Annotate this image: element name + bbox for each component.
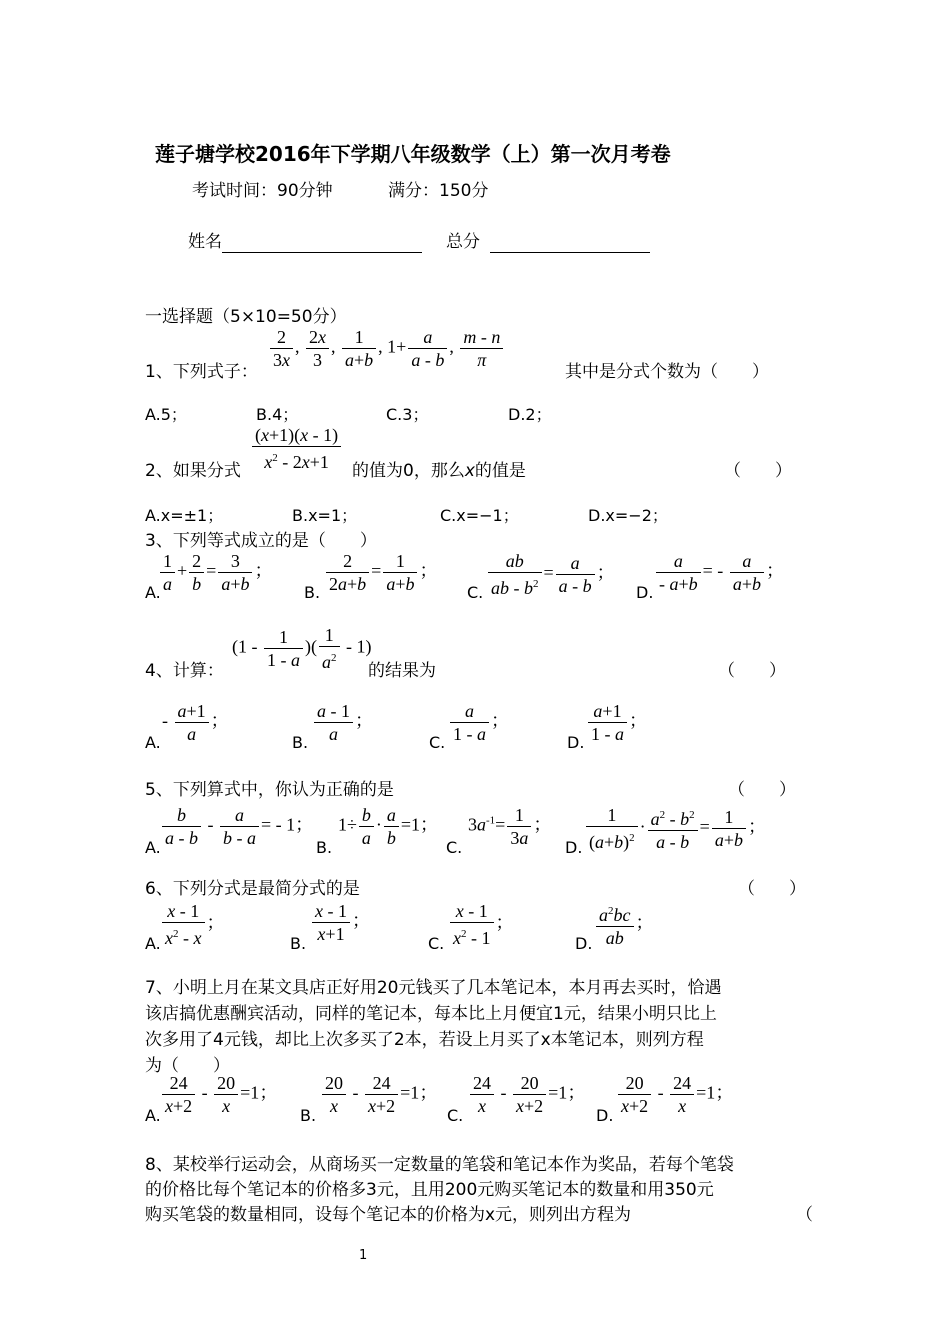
q7-option-c: $\frac{24}{x}$ - $\frac{20}{x+2}$ =1； [468,1072,585,1117]
q6-letter-a[interactable]: A. [145,934,161,953]
name-field [188,227,422,253]
q3-option-b: $\frac{2}{2a+b}$ = $\frac{1}{a+b}$ ； [324,550,437,595]
q6-answer-paren[interactable]: （ ） [738,879,806,899]
q2-option-b[interactable]: B.x=1； [292,506,358,525]
q5-letter-b[interactable]: B. [316,838,333,857]
q4-option-d: $\frac{a+1}{1 - a}$ ； [586,700,647,745]
q4-expression: (1 - $\frac{1}{1 - a}$ )( $\frac{1}{a^2}$ - 1) [232,625,372,672]
total-blank[interactable] [490,232,650,253]
q6-option-c: $\frac{x - 1}{x^2 - 1}$ ； [448,900,514,949]
q2-answer-paren[interactable]: （ ） [724,461,792,481]
q3-letter-a[interactable]: A. [145,583,161,602]
q8-line-1: 8、某校举行运动会，从商场买一定数量的笔袋和笔记本作为奖品，若每个笔袋 [145,1155,734,1175]
q7-line-2: 该店搞优惠酬宾活动，同样的笔记本，每本比上月便宜1元，结果小明只比上 [145,1004,717,1024]
q2-option-d[interactable]: D.x=−2； [588,506,668,525]
q4-letter-b[interactable]: B. [292,733,309,752]
q4-tail: 的结果为 [368,661,436,681]
q4-option-b: $\frac{a - 1}{a}$ ； [312,700,373,745]
q2-tail: 的值为0，那么x的值是 [352,461,526,481]
q4-stem: 4、计算： [145,661,224,681]
q7-line-1: 7、小明上月在某文具店正好用20元钱买了几本笔记本，本月再去买时，恰遇 [145,978,722,998]
q6-option-a: $\frac{x - 1}{x^2 - x}$ ； [160,900,225,949]
q7-option-d: $\frac{20}{x+2}$ - $\frac{24}{x}$ =1； [616,1072,733,1117]
q7-letter-a[interactable]: A. [145,1106,161,1125]
exam-title: 莲子塘学校2016年下学期八年级数学（上）第一次月考卷 [155,142,671,166]
q5-option-a: $\frac{b}{a - b}$ - $\frac{a}{b - a}$ = - 1； [160,804,313,849]
q6-letter-d[interactable]: D. [575,934,593,953]
q1-option-a[interactable]: A.5； [145,405,187,424]
q3-option-c: $\frac{ab}{ab - b^2}$ = $\frac{a}{a - b}$ ； [486,550,615,599]
q6-letter-c[interactable]: C. [428,934,445,953]
exam-time: 考试时间：90分钟 [192,181,333,201]
q8-line-2: 的价格比每个笔记本的价格多3元，且用200元购买笔记本的数量和用350元 [145,1180,714,1200]
q8-answer-paren[interactable]: （ [796,1205,813,1225]
q3-stem: 3、下列等式成立的是（ ） [145,531,377,551]
q1-option-d[interactable]: D.2； [508,405,552,424]
q4-answer-paren[interactable]: （ ） [718,661,786,681]
q1-option-c[interactable]: C.3； [386,405,429,424]
q5-option-c: $3a^{-1}=$ $\frac{1}{3a}$ ； [468,805,552,848]
q7-option-b: $\frac{20}{x}$ - $\frac{24}{x+2}$ =1； [320,1072,437,1117]
q6-option-b: $\frac{x - 1}{x+1}$ ； [310,900,370,945]
q2-fraction: $\frac{(x+1)(x - 1)}{x^2 - 2x+1}$ [250,424,343,473]
q7-letter-d[interactable]: D. [596,1106,614,1125]
q5-option-d: $\frac{1}{(a+b)^2}$ · $\frac{a^2 - b^2}{a - b}$ = $\frac{1}{a+b}$ ； [584,804,766,853]
q8-line-3: 购买笔袋的数量相同，设每个笔记本的价格为x元，则列出方程为 [145,1205,632,1225]
q3-letter-c[interactable]: C. [467,583,484,602]
q3-letter-b[interactable]: B. [304,583,321,602]
name-blank[interactable] [222,232,422,253]
page-number: 1 [359,1248,368,1263]
q5-letter-d[interactable]: D. [565,838,583,857]
q7-option-a: $\frac{24}{x+2}$ - $\frac{20}{x}$ =1； [160,1072,277,1117]
q4-letter-a[interactable]: A. [145,733,161,752]
q1-option-b[interactable]: B.4； [256,405,299,424]
q4-option-a: - $\frac{a+1}{a}$ ； [162,701,229,744]
q3-option-d: $\frac{a}{- a+b}$ = - $\frac{a}{a+b}$ ； [654,550,784,595]
q1-stem: 1、下列式子： [145,362,258,382]
q2-option-a[interactable]: A.x=±1； [145,506,224,525]
name-label: 姓名 [188,232,222,252]
q6-stem: 6、下列分式是最简分式的是 [145,879,360,899]
q6-option-d: $\frac{a^2bc}{ab}$ ； [594,900,654,949]
q1-expressions: $\frac{2}{3x}$ , $\frac{2x}{3}$ , $\frac{1}{a+b}$ , 1+ $\frac{a}{a - b}$ , $\frac{m - n}{\pi}$ [268,326,505,371]
q1-tail: 其中是分式个数为（ ） [565,362,769,382]
q4-option-c: $\frac{a}{1 - a}$ ； [448,700,509,745]
exam-full-score: 满分：150分 [388,181,489,201]
q7-line-4: 为（ ） [145,1056,230,1076]
q5-option-b: 1÷ $\frac{b}{a}$ · $\frac{a}{b}$ =1； [338,805,439,848]
q4-letter-c[interactable]: C. [429,733,446,752]
q5-answer-paren[interactable]: （ ） [728,780,796,800]
q4-letter-d[interactable]: D. [567,733,585,752]
q7-line-3: 次多用了4元钱，却比上次多买了2本，若设上月买了x本笔记本，则列方程 [145,1030,704,1050]
q3-letter-d[interactable]: D. [636,583,654,602]
total-field [446,227,650,253]
q5-letter-a[interactable]: A. [145,838,161,857]
q2-stem: 2、如果分式 [145,461,241,481]
q5-stem: 5、下列算式中，你认为正确的是 [145,780,394,800]
q7-letter-b[interactable]: B. [300,1106,317,1125]
total-label: 总分 [446,232,480,252]
q7-letter-c[interactable]: C. [447,1106,464,1125]
section-title: 一选择题（5×10=50分） [145,307,347,327]
q5-letter-c[interactable]: C. [446,838,463,857]
q6-letter-b[interactable]: B. [290,934,307,953]
q2-option-c[interactable]: C.x=−1； [440,506,519,525]
q3-option-a: $\frac{1}{a}$ + $\frac{2}{b}$ = $\frac{3}{a+b}$ ； [158,550,272,595]
